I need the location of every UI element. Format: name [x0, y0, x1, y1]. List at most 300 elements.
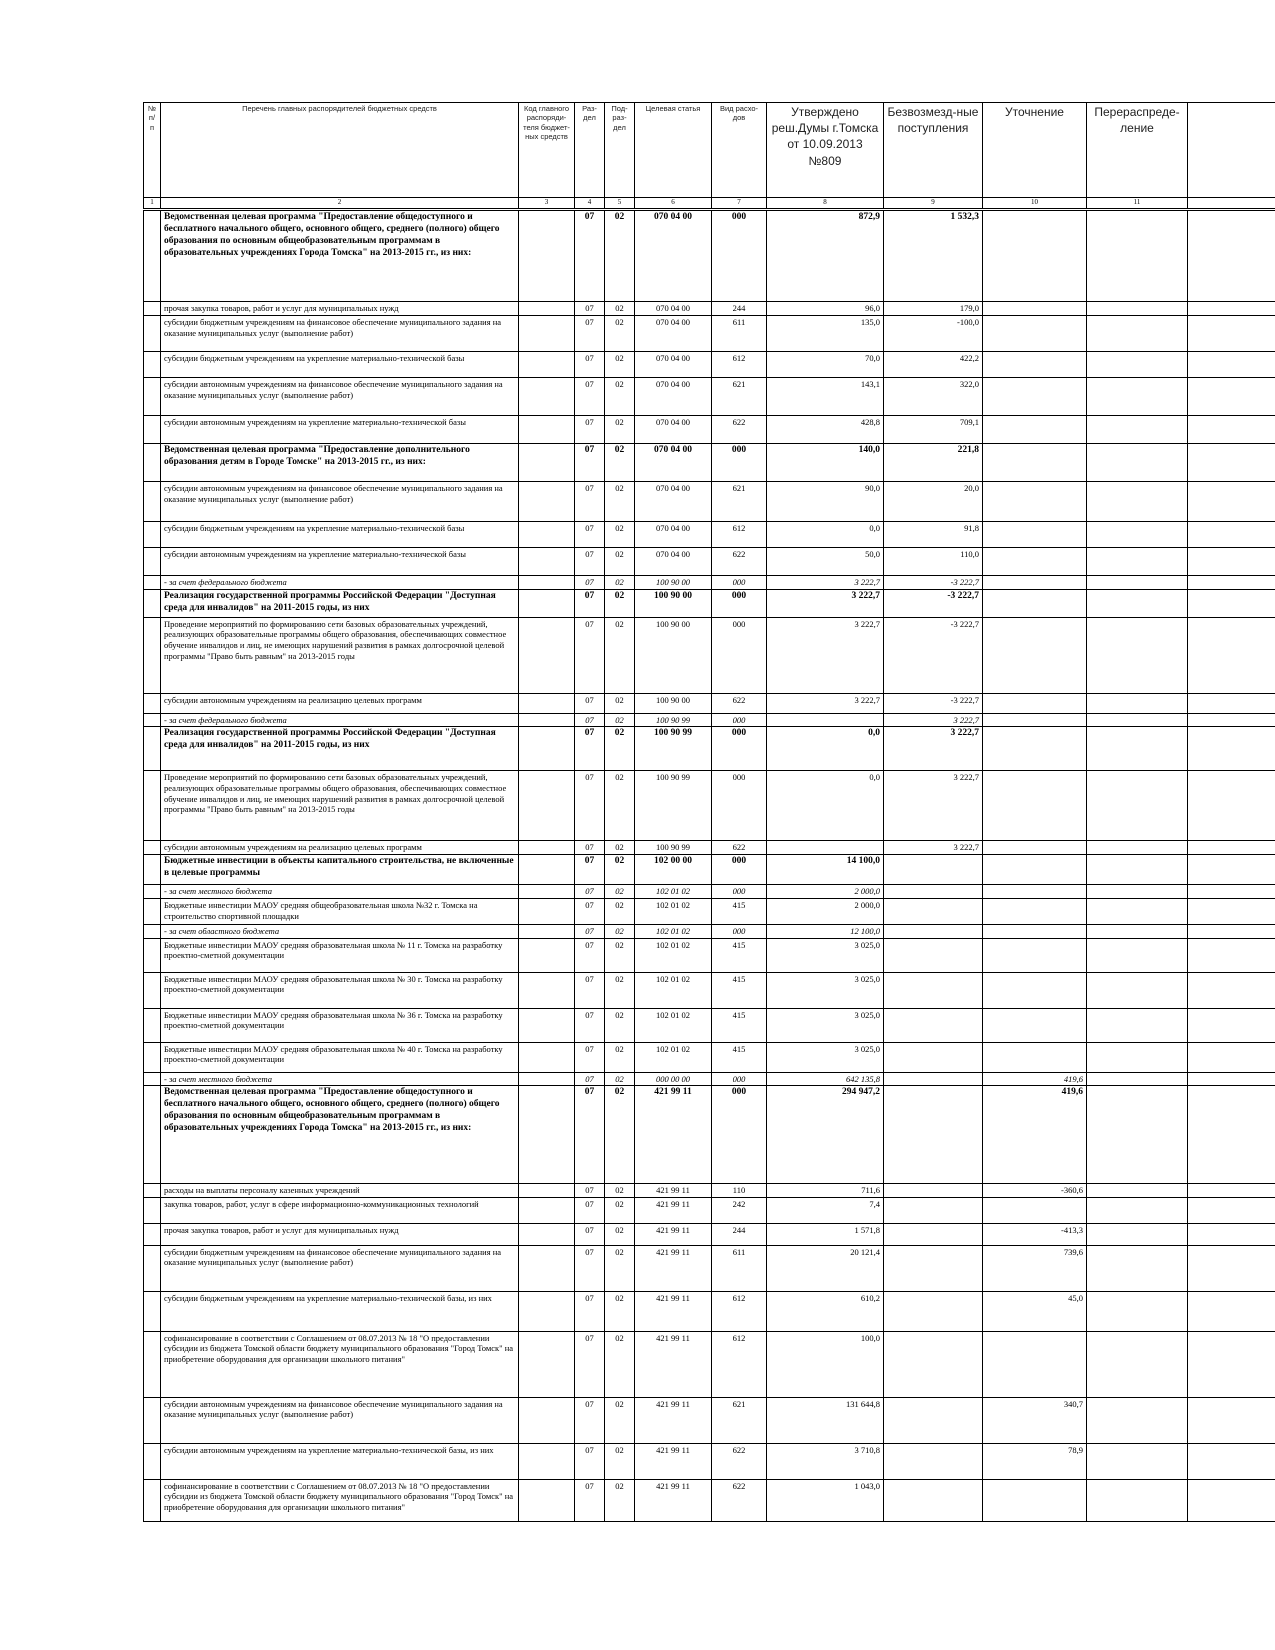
row-code-cell — [519, 713, 575, 727]
row-vid-cell: 000 — [712, 924, 767, 938]
row-num-cell — [144, 1008, 161, 1042]
row-name-cell: субсидии автономным учреждениям на финансовое обеспечение муниципального задания на оказание муниципальных услуг (выполнение работ) — [161, 1397, 519, 1443]
header-vid: Вид расхо-дов — [712, 103, 767, 198]
row-razdel-cell: 07 — [575, 548, 605, 576]
row-name-cell: расходы на выплаты персоналу казенных учреждений — [161, 1184, 519, 1198]
table-row — [144, 1086, 1275, 1184]
row-name-cell: Бюджетные инвестиции МАОУ средняя образовательная школа № 11 г. Томска на разработку проектно-сметной документации — [161, 938, 519, 972]
row-code-cell — [519, 1291, 575, 1331]
col-number: 3 — [519, 198, 575, 210]
row-redistribute-cell — [1087, 617, 1188, 693]
row-redistribute-cell — [1087, 522, 1188, 548]
row-extra-cell — [1188, 713, 1275, 727]
row-approved-cell: 3 222,7 — [767, 617, 884, 693]
row-podrazdel-cell: 02 — [605, 589, 635, 617]
row-refine-cell: -413,3 — [983, 1223, 1087, 1245]
row-podrazdel-cell: 02 — [605, 1479, 635, 1521]
row-num-cell — [144, 1245, 161, 1291]
row-num-cell — [144, 1331, 161, 1397]
row-redistribute-cell — [1087, 576, 1188, 590]
row-approved-cell: 428,8 — [767, 416, 884, 444]
row-vid-cell: 000 — [712, 444, 767, 482]
row-code-cell — [519, 1184, 575, 1198]
row-code-cell — [519, 589, 575, 617]
row-refine-cell — [983, 938, 1087, 972]
row-vid-cell: 415 — [712, 1008, 767, 1042]
row-free-cell — [884, 938, 983, 972]
row-code-cell — [519, 1331, 575, 1397]
row-extra-cell — [1188, 1197, 1275, 1223]
header-approved: Утверждено реш.Думы г.Томска от 10.09.2013 №809 — [767, 103, 884, 198]
row-code-cell — [519, 693, 575, 713]
row-target-cell: 102 01 02 — [635, 885, 712, 899]
row-refine-cell — [983, 589, 1087, 617]
row-podrazdel-cell: 02 — [605, 924, 635, 938]
row-name-cell: Ведомственная целевая программа "Предоставление дополнительного образования детям в Городе Томске" на 2013-2015 гг., из них: — [161, 444, 519, 482]
row-target-cell: 421 99 11 — [635, 1443, 712, 1479]
row-redistribute-cell — [1087, 1443, 1188, 1479]
row-extra-cell — [1188, 855, 1275, 885]
table-row — [144, 1291, 1275, 1331]
row-refine-cell — [983, 617, 1087, 693]
row-refine-cell: 340,7 — [983, 1397, 1087, 1443]
row-redistribute-cell — [1087, 1072, 1188, 1086]
row-free-cell — [884, 1072, 983, 1086]
row-free-cell: 91,8 — [884, 522, 983, 548]
col-number: 10 — [983, 198, 1087, 210]
row-name-cell: - за счет местного бюджета — [161, 1072, 519, 1086]
row-vid-cell: 612 — [712, 352, 767, 378]
row-name-cell: - за счет областного бюджета — [161, 924, 519, 938]
row-redistribute-cell — [1087, 1397, 1188, 1443]
row-num-cell — [144, 416, 161, 444]
row-podrazdel-cell: 02 — [605, 1042, 635, 1072]
row-refine-cell: 419,6 — [983, 1072, 1087, 1086]
row-approved-cell: 3 222,7 — [767, 576, 884, 590]
col-number: 2 — [161, 198, 519, 210]
row-num-cell — [144, 1086, 161, 1184]
table-row — [144, 576, 1275, 590]
row-approved-cell: 2 000,0 — [767, 898, 884, 924]
row-target-cell: 421 99 11 — [635, 1479, 712, 1521]
row-podrazdel-cell: 02 — [605, 522, 635, 548]
row-refine-cell: 419,6 — [983, 1086, 1087, 1184]
col-number-extra — [1188, 198, 1275, 210]
row-vid-cell: 612 — [712, 1331, 767, 1397]
row-redistribute-cell — [1087, 1331, 1188, 1397]
row-podrazdel-cell: 02 — [605, 727, 635, 771]
row-target-cell: 102 00 00 — [635, 855, 712, 885]
row-name-cell: прочая закупка товаров, работ и услуг для муниципальных нужд — [161, 302, 519, 316]
row-vid-cell: 110 — [712, 1184, 767, 1198]
row-target-cell: 070 04 00 — [635, 416, 712, 444]
row-free-cell: -3 222,7 — [884, 617, 983, 693]
row-razdel-cell: 07 — [575, 352, 605, 378]
row-extra-cell — [1188, 938, 1275, 972]
row-name-cell: Реализация государственной программы Российской Федерации "Доступная среда для инвалидов" на 2011-2015 годы, из них — [161, 589, 519, 617]
row-extra-cell — [1188, 1072, 1275, 1086]
row-code-cell — [519, 576, 575, 590]
row-approved-cell: 3 025,0 — [767, 938, 884, 972]
row-code-cell — [519, 482, 575, 522]
row-podrazdel-cell: 02 — [605, 1331, 635, 1397]
row-refine-cell: 45,0 — [983, 1291, 1087, 1331]
row-free-cell — [884, 972, 983, 1008]
row-approved-cell — [767, 841, 884, 855]
row-extra-cell — [1188, 352, 1275, 378]
row-razdel-cell: 07 — [575, 1072, 605, 1086]
row-approved-cell: 135,0 — [767, 316, 884, 352]
row-target-cell: 421 99 11 — [635, 1291, 712, 1331]
row-extra-cell — [1188, 1443, 1275, 1479]
row-vid-cell: 621 — [712, 482, 767, 522]
row-num-cell — [144, 841, 161, 855]
row-redistribute-cell — [1087, 444, 1188, 482]
header-free: Безвозмезд-ные поступления — [884, 103, 983, 198]
row-refine-cell — [983, 1197, 1087, 1223]
row-extra-cell — [1188, 302, 1275, 316]
table-body — [144, 210, 1275, 1522]
row-name-cell: субсидии автономным учреждениям на укрепление материально-технической базы — [161, 548, 519, 576]
row-target-cell: 100 90 99 — [635, 771, 712, 841]
row-free-cell — [884, 1008, 983, 1042]
row-vid-cell: 622 — [712, 548, 767, 576]
row-name-cell: Бюджетные инвестиции МАОУ средняя образовательная школа № 30 г. Томска на разработку проектно-сметной документации — [161, 972, 519, 1008]
row-free-cell: 110,0 — [884, 548, 983, 576]
row-name-cell: Проведение мероприятий по формированию сети базовых образовательных учреждений, реализующих образовательные программы общего образования, обеспечивающих совместное обучение инвалидов и лиц, не имеющих нарушений развития в рамках долгосрочной целевой программы "Право быть равным" на 2013-2015 годы — [161, 771, 519, 841]
row-approved-cell: 7,4 — [767, 1197, 884, 1223]
row-refine-cell — [983, 302, 1087, 316]
row-redistribute-cell — [1087, 378, 1188, 416]
row-vid-cell: 622 — [712, 693, 767, 713]
row-name-cell: субсидии автономным учреждениям на реализацию целевых программ — [161, 841, 519, 855]
table-row — [144, 444, 1275, 482]
row-code-cell — [519, 378, 575, 416]
row-approved-cell: 20 121,4 — [767, 1245, 884, 1291]
row-razdel-cell: 07 — [575, 617, 605, 693]
table-row — [144, 924, 1275, 938]
row-podrazdel-cell: 02 — [605, 1197, 635, 1223]
row-approved-cell: 1 043,0 — [767, 1479, 884, 1521]
row-approved-cell: 872,9 — [767, 210, 884, 302]
row-num-cell — [144, 1042, 161, 1072]
row-num-cell — [144, 1397, 161, 1443]
row-target-cell: 421 99 11 — [635, 1223, 712, 1245]
column-number-row — [144, 198, 1275, 210]
row-redistribute-cell — [1087, 316, 1188, 352]
header-razdel: Раз-дел — [575, 103, 605, 198]
row-podrazdel-cell: 02 — [605, 972, 635, 1008]
row-vid-cell: 000 — [712, 885, 767, 899]
row-extra-cell — [1188, 924, 1275, 938]
row-razdel-cell: 07 — [575, 1479, 605, 1521]
row-razdel-cell: 07 — [575, 1184, 605, 1198]
row-approved-cell: 3 222,7 — [767, 589, 884, 617]
row-approved-cell: 12 100,0 — [767, 924, 884, 938]
header-code: Код главного распоряди-теля бюджет-ных средств — [519, 103, 575, 198]
row-approved-cell: 3 025,0 — [767, 972, 884, 1008]
row-podrazdel-cell: 02 — [605, 576, 635, 590]
row-podrazdel-cell: 02 — [605, 898, 635, 924]
row-extra-cell — [1188, 1245, 1275, 1291]
row-refine-cell — [983, 1479, 1087, 1521]
table-row — [144, 302, 1275, 316]
row-razdel-cell: 07 — [575, 898, 605, 924]
row-redistribute-cell — [1087, 898, 1188, 924]
row-name-cell: субсидии автономным учреждениям на укрепление материально-технической базы — [161, 416, 519, 444]
row-extra-cell — [1188, 1331, 1275, 1397]
row-approved-cell: 70,0 — [767, 352, 884, 378]
col-number: 11 — [1087, 198, 1188, 210]
budget-table — [143, 102, 1275, 1522]
row-num-cell — [144, 548, 161, 576]
row-free-cell: 179,0 — [884, 302, 983, 316]
row-name-cell: Бюджетные инвестиции МАОУ средняя образовательная школа № 36 г. Томска на разработку проектно-сметной документации — [161, 1008, 519, 1042]
row-redistribute-cell — [1087, 855, 1188, 885]
row-code-cell — [519, 1197, 575, 1223]
row-free-cell: -3 222,7 — [884, 589, 983, 617]
row-target-cell: 100 90 00 — [635, 576, 712, 590]
table-header-row — [144, 103, 1275, 198]
row-podrazdel-cell: 02 — [605, 1184, 635, 1198]
row-num-cell — [144, 771, 161, 841]
row-vid-cell: 415 — [712, 972, 767, 1008]
table-row — [144, 316, 1275, 352]
row-refine-cell — [983, 1042, 1087, 1072]
table-row — [144, 210, 1275, 302]
row-refine-cell — [983, 713, 1087, 727]
row-name-cell: закупка товаров, работ, услуг в сфере информационно-коммуникационных технологий — [161, 1197, 519, 1223]
row-vid-cell: 000 — [712, 727, 767, 771]
row-name-cell: - за счет федерального бюджета — [161, 576, 519, 590]
row-razdel-cell: 07 — [575, 1291, 605, 1331]
row-refine-cell — [983, 416, 1087, 444]
row-refine-cell — [983, 210, 1087, 302]
row-num-cell — [144, 1197, 161, 1223]
row-podrazdel-cell: 02 — [605, 416, 635, 444]
row-code-cell — [519, 938, 575, 972]
row-razdel-cell: 07 — [575, 316, 605, 352]
row-code-cell — [519, 972, 575, 1008]
row-refine-cell — [983, 855, 1087, 885]
row-podrazdel-cell: 02 — [605, 210, 635, 302]
row-target-cell: 070 04 00 — [635, 444, 712, 482]
row-razdel-cell: 07 — [575, 841, 605, 855]
row-free-cell: 422,2 — [884, 352, 983, 378]
row-approved-cell: 14 100,0 — [767, 855, 884, 885]
row-approved-cell: 143,1 — [767, 378, 884, 416]
row-free-cell: 221,8 — [884, 444, 983, 482]
row-redistribute-cell — [1087, 482, 1188, 522]
row-redistribute-cell — [1087, 727, 1188, 771]
row-approved-cell: 50,0 — [767, 548, 884, 576]
row-vid-cell: 000 — [712, 771, 767, 841]
row-num-cell — [144, 352, 161, 378]
row-extra-cell — [1188, 416, 1275, 444]
table-row — [144, 855, 1275, 885]
row-target-cell: 070 04 00 — [635, 482, 712, 522]
row-refine-cell — [983, 727, 1087, 771]
budget-table-sheet — [143, 102, 1275, 1522]
row-vid-cell: 000 — [712, 713, 767, 727]
row-num-cell — [144, 855, 161, 885]
col-number: 4 — [575, 198, 605, 210]
row-extra-cell — [1188, 482, 1275, 522]
row-podrazdel-cell: 02 — [605, 841, 635, 855]
row-target-cell: 102 01 02 — [635, 924, 712, 938]
table-row — [144, 885, 1275, 899]
row-free-cell: 3 222,7 — [884, 841, 983, 855]
table-row — [144, 416, 1275, 444]
row-redistribute-cell — [1087, 1008, 1188, 1042]
row-vid-cell: 000 — [712, 576, 767, 590]
row-target-cell: 421 99 11 — [635, 1245, 712, 1291]
row-code-cell — [519, 771, 575, 841]
row-podrazdel-cell: 02 — [605, 302, 635, 316]
table-row — [144, 1245, 1275, 1291]
row-num-cell — [144, 1184, 161, 1198]
row-extra-cell — [1188, 522, 1275, 548]
row-free-cell: 3 222,7 — [884, 727, 983, 771]
header-target: Целевая статья — [635, 103, 712, 198]
row-code-cell — [519, 855, 575, 885]
row-target-cell: 100 90 99 — [635, 727, 712, 771]
row-free-cell: 1 532,3 — [884, 210, 983, 302]
row-vid-cell: 415 — [712, 938, 767, 972]
row-num-cell — [144, 210, 161, 302]
row-free-cell — [884, 855, 983, 885]
row-extra-cell — [1188, 841, 1275, 855]
col-number: 6 — [635, 198, 712, 210]
row-redistribute-cell — [1087, 1245, 1188, 1291]
row-refine-cell — [983, 522, 1087, 548]
header-podrazdel: Под-раз-дел — [605, 103, 635, 198]
row-extra-cell — [1188, 1397, 1275, 1443]
table-row — [144, 548, 1275, 576]
row-code-cell — [519, 898, 575, 924]
row-podrazdel-cell: 02 — [605, 1072, 635, 1086]
row-num-cell — [144, 316, 161, 352]
row-target-cell: 070 04 00 — [635, 302, 712, 316]
row-podrazdel-cell: 02 — [605, 316, 635, 352]
row-redistribute-cell — [1087, 1042, 1188, 1072]
row-free-cell — [884, 1042, 983, 1072]
row-vid-cell: 000 — [712, 1086, 767, 1184]
row-extra-cell — [1188, 1479, 1275, 1521]
row-num-cell — [144, 378, 161, 416]
row-approved-cell: 2 000,0 — [767, 885, 884, 899]
row-refine-cell — [983, 841, 1087, 855]
row-extra-cell — [1188, 548, 1275, 576]
row-free-cell — [884, 1245, 983, 1291]
row-target-cell: 421 99 11 — [635, 1331, 712, 1397]
row-free-cell — [884, 898, 983, 924]
table-row — [144, 522, 1275, 548]
table-row — [144, 482, 1275, 522]
row-approved-cell: 90,0 — [767, 482, 884, 522]
row-refine-cell — [983, 316, 1087, 352]
row-podrazdel-cell: 02 — [605, 1291, 635, 1331]
header-redistribute: Перераспреде-ление — [1087, 103, 1188, 198]
row-num-cell — [144, 938, 161, 972]
table-row — [144, 378, 1275, 416]
row-code-cell — [519, 617, 575, 693]
row-razdel-cell: 07 — [575, 1223, 605, 1245]
row-approved-cell: 100,0 — [767, 1331, 884, 1397]
row-target-cell: 070 04 00 — [635, 316, 712, 352]
row-target-cell: 421 99 11 — [635, 1197, 712, 1223]
row-code-cell — [519, 302, 575, 316]
row-extra-cell — [1188, 444, 1275, 482]
row-num-cell — [144, 522, 161, 548]
row-code-cell — [519, 1397, 575, 1443]
row-target-cell: 100 90 00 — [635, 693, 712, 713]
row-podrazdel-cell: 02 — [605, 1223, 635, 1245]
row-free-cell: -3 222,7 — [884, 576, 983, 590]
row-num-cell — [144, 482, 161, 522]
row-razdel-cell: 07 — [575, 1443, 605, 1479]
row-podrazdel-cell: 02 — [605, 444, 635, 482]
row-extra-cell — [1188, 589, 1275, 617]
col-number: 8 — [767, 198, 884, 210]
row-num-cell — [144, 885, 161, 899]
row-code-cell — [519, 548, 575, 576]
row-approved-cell: 0,0 — [767, 771, 884, 841]
table-row — [144, 841, 1275, 855]
row-razdel-cell: 07 — [575, 1197, 605, 1223]
row-code-cell — [519, 522, 575, 548]
row-refine-cell — [983, 576, 1087, 590]
row-target-cell: 421 99 11 — [635, 1397, 712, 1443]
row-approved-cell: 3 025,0 — [767, 1008, 884, 1042]
row-extra-cell — [1188, 210, 1275, 302]
row-redistribute-cell — [1087, 924, 1188, 938]
row-razdel-cell: 07 — [575, 1008, 605, 1042]
row-razdel-cell: 07 — [575, 210, 605, 302]
row-target-cell: 000 00 00 — [635, 1072, 712, 1086]
row-razdel-cell: 07 — [575, 727, 605, 771]
row-redistribute-cell — [1087, 1184, 1188, 1198]
table-row — [144, 972, 1275, 1008]
row-redistribute-cell — [1087, 1086, 1188, 1184]
row-redistribute-cell — [1087, 1479, 1188, 1521]
row-approved-cell: 294 947,2 — [767, 1086, 884, 1184]
table-row — [144, 1223, 1275, 1245]
row-approved-cell — [767, 713, 884, 727]
header-name: Перечень главных распорядителей бюджетных средств — [161, 103, 519, 198]
row-name-cell: субсидии бюджетным учреждениям на укрепление материально-технической базы, из них — [161, 1291, 519, 1331]
row-target-cell: 102 01 02 — [635, 1042, 712, 1072]
row-redistribute-cell — [1087, 938, 1188, 972]
row-num-cell — [144, 1291, 161, 1331]
col-number: 1 — [144, 198, 161, 210]
row-free-cell — [884, 1223, 983, 1245]
row-target-cell: 100 90 00 — [635, 589, 712, 617]
row-target-cell: 102 01 02 — [635, 1008, 712, 1042]
row-approved-cell: 140,0 — [767, 444, 884, 482]
row-code-cell — [519, 352, 575, 378]
row-vid-cell: 000 — [712, 617, 767, 693]
row-redistribute-cell — [1087, 885, 1188, 899]
row-extra-cell — [1188, 1184, 1275, 1198]
row-target-cell: 102 01 02 — [635, 938, 712, 972]
row-podrazdel-cell: 02 — [605, 713, 635, 727]
row-razdel-cell: 07 — [575, 938, 605, 972]
row-refine-cell: -360,6 — [983, 1184, 1087, 1198]
row-redistribute-cell — [1087, 548, 1188, 576]
row-vid-cell: 622 — [712, 1443, 767, 1479]
row-name-cell: субсидии автономным учреждениям на укрепление материально-технической базы, из них — [161, 1443, 519, 1479]
